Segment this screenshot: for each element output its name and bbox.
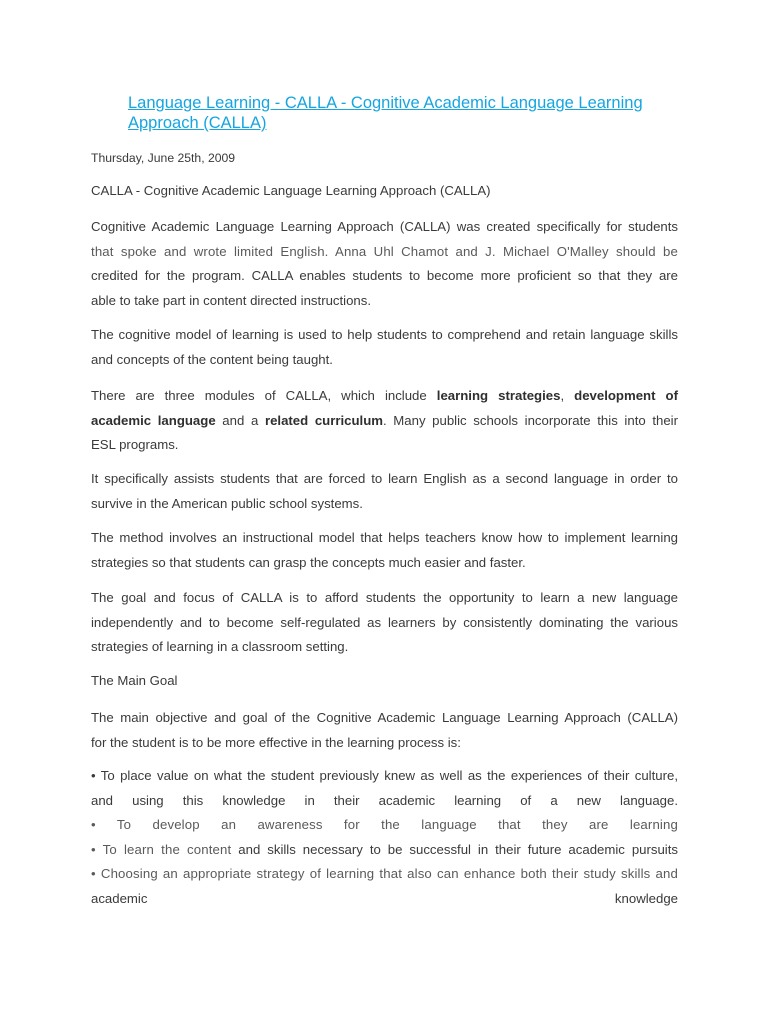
paragraph-method [91,526,678,575]
bold-term: learning strategies [436,388,561,403]
paragraph-line: Cognitive Academic Language Learning Approach (CALLA) was created specifically for students [91,219,678,234]
list-item: • To place value on what the student previously knew as well as the experiences of their culture, [91,768,678,783]
title-line-2[interactable]: Approach (CALLA) [128,114,267,132]
text-segment: There are three modules of CALLA, which include [91,388,437,403]
list-item: • To develop an awareness for the language that they are learning [91,817,678,832]
paragraph-line: The method involves an instructional model that helps teachers know how to implement learning [91,530,678,545]
paragraph-line: survive in the American public school systems. [91,495,363,511]
post-date: Thursday, June 25th, 2009 [91,151,236,165]
paragraph-line: It specifically assists students that are forced to learn English as a second language in order to [91,471,678,486]
paragraph-line: independently and to become self-regulated as learners by consistently dominating the various [91,614,678,630]
list-item: academic knowledge [91,890,678,906]
paragraph-line: The main objective and goal of the Cognitive Academic Language Learning Approach (CALLA) [91,710,678,725]
paragraph-line: The cognitive model of learning is used to help students to comprehend and retain language skills [91,327,678,342]
bold-term: academic language [91,412,216,428]
paragraph-line [91,384,678,409]
list-item: • Choosing an appropriate strategy of learning that also can enhance both their study skills and [91,866,678,881]
paragraph-line: The goal and focus of CALLA is to afford students the opportunity to learn a new language [91,590,678,605]
list-item: and using this knowledge in their academic learning of a new language. [91,792,678,808]
bold-term: related curriculum [264,412,383,428]
paragraph-line: for the student is to be more effective in the learning process is: [91,734,461,750]
bold-term: development of [574,388,678,403]
article-title-link[interactable] [128,93,688,133]
paragraph-line: ESL programs. [91,437,179,452]
text-segment: , [560,388,575,403]
article-heading: CALLA - Cognitive Academic Language Learning Approach (CALLA) [91,183,491,198]
paragraph-line: that spoke and wrote limited English. Anna Uhl Chamot and J. Michael O'Malley should be [91,243,678,259]
paragraph-line: and concepts of the content being taught. [91,351,333,367]
title-line-1[interactable]: Language Learning - CALLA - Cognitive Academic Language Learning [128,94,643,112]
paragraph-main-objective [91,706,678,755]
paragraph-line [91,409,678,434]
paragraph-line: able to take part in content directed instructions. [91,292,372,308]
paragraph-modules [91,384,678,458]
text-segment: and a [215,412,265,428]
paragraph-line: credited for the program. CALLA enables students to become more proficient so that they are [91,268,678,283]
subheading-main-goal: The Main Goal [91,673,178,688]
paragraph-cognitive-model [91,323,678,372]
text-segment: . Many public schools incorporate this into their [382,412,678,428]
paragraph-line: strategies so that students can grasp the concepts much easier and faster. [91,554,526,570]
paragraph-intro [91,215,678,313]
paragraph-line: strategies of learning in a classroom setting. [91,639,349,654]
list-item [91,838,678,863]
text-segment: and skills necessary to be successful in their future academic pursuits [231,841,678,857]
paragraph-assists [91,467,678,516]
paragraph-goal-focus [91,586,678,660]
text-segment: • To learn the content [91,841,232,857]
bullet-list [91,764,678,911]
